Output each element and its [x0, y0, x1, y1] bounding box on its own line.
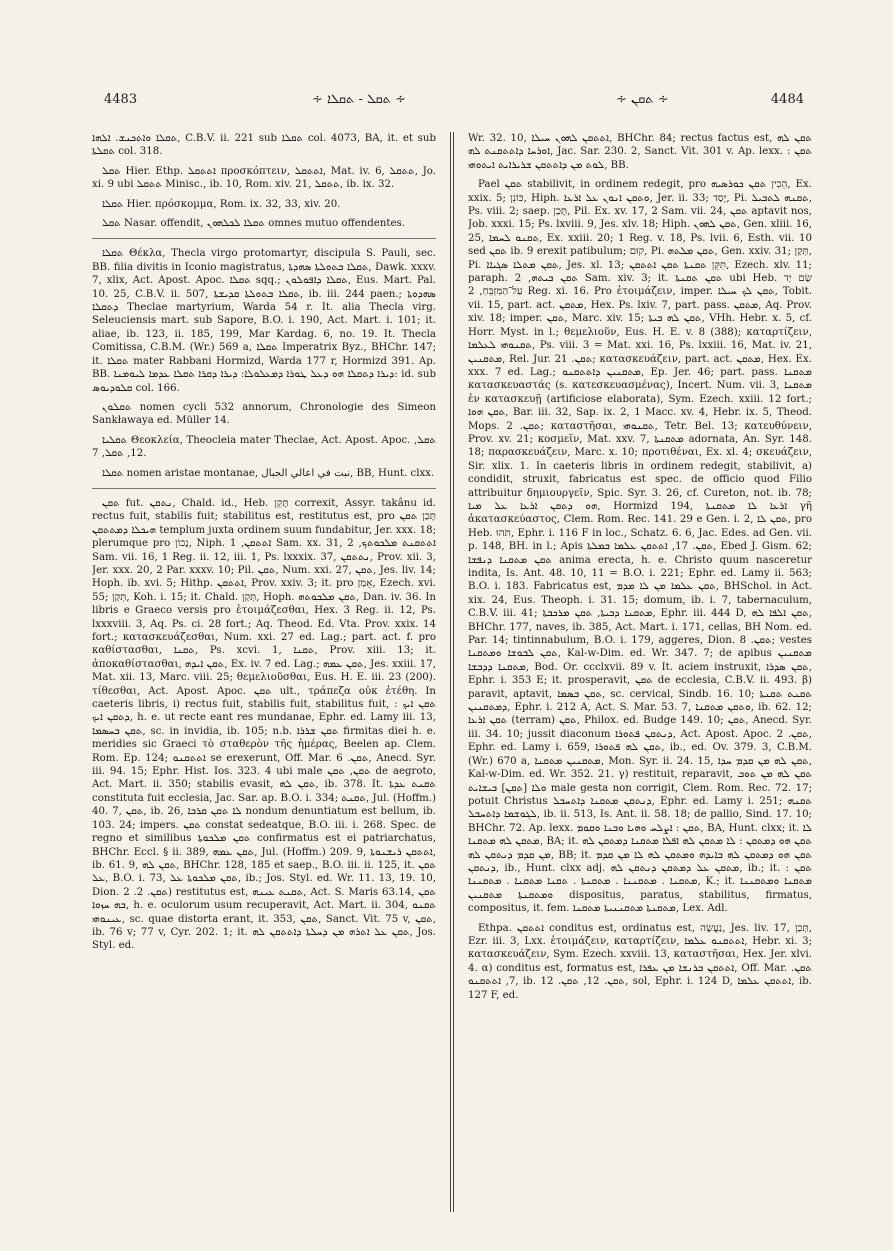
entry: ܬܩܢ fut. ܢܬܩܢ, Chald. id., Heb. תָּקֵן correxit, Assyr. takânu id. rectus fuit, stabilis fuit; stabilitus est, restitutus est, pro תָּכַן ܬܩܢ ܗܝܟܠܐ ܕܡܬܬܩܢ templum juxta ordinem suum fundabitur, Jer. xxx. 18; plerumque pro נָכוֹן, Niph. ܐܬܬܩܢ, 1 Sam. xx. 31, ܐܬܬܩܢܬ ܡܠܟܘܬܟ, 2 Sam. vii. 16, 1 Reg. ii. 12, iii. 1, Ps. lxxxix. 37, ܢܬܬܩܢ, Prov. xii. 3, Jer. xxx. 20, 2 Par. xxxv. 10; Pil. ܬܩܢ, Num. xxi. 27, ܬܩܢ, Jes. liv. 14; Hoph. ib. xvi. 5; Hithp. ܐܬܬܩܢ, Prov. xxiv. 3; it. pro אָמַן, Ezech. xvi. 55; תְּקַן, Koh. i. 15; it. Chald. תְּקַן, Hoph. ܬܩܢ ܡܠܟܘܬܗ, Dan. iv. 36. In libris e Graeco versis pro ἑτοιμάζεσθαι, Hex. 3 Reg. ii. 12, Ps. lxxxviii. 3, Aq. Ps. ci. 28 fort.; Aq. Theod. Ed. Vta. Prov. xxix. 14 fort.; κατασκευάζεσθαι, Num. xxi. 27 ed. Lag.; part. act. f. pro καθίστασθαι, ܬܩܢܐ, Ps. xcvi. 1, ܬܩܢܐ, Prov. xiii. 13; it. ἀποκαθίστασθαι, ܬܩܢ ܐܝܕܗ, Ex. iv. 7 ed. Lag.; ܬܩܢ ܥܡܗ, Jes. xxiii. 17, Mat. xii. 13, Marc. viii. 25; θεμελιοῦσθαι, Eus. H. E. iii. 23 (200). τίθεσθαι, Act. Apost. Apoc. ܬܩܢ ult., τράπεζα οὐκ ἐτέθη. In caeteris libris, i) rectus fuit, stabilis fuit, stabilitus fuit, : ܬܩܢ ܐܝܟ ܕܬܩܢ ܐܝܟ, h. e. ut recte eant res mundanae, Ephr. ed. Lamy iii. 13, ܬܩܢ ܒܚܣܡܐ, sc. in invidia, ib. 105; n.b. ܬܩܢ ܫܪܪܐ firmitas diei h. e. meridies sic Graeci τὸ σταθερὸν τῆς ἡμέρας, Beelen ap. Clem. Rom. Ep. 124; ܐܬܬܩܢܘ se erexerunt, Off. Mar. ܬܩܢ. 6, Anecd. Syr. iii. 94. 15; Ephr. Hist. Ios. 323. 4 ubi male ܬܩܢ, ܬܩܢ de aegroto, Act. Mart. ii. 350; stabilis evasit, ܬܩܢ ܠܗ, ib. 378. It. ܬܩܢܬ ܥܕܬܐ constituta fuit ecclesia, Jac. Sar. ap. B.O. i. 334; ܬܩܢܬ, Jul. (Hoffm.) 40. 7, ܬܩܢ, ib. 26, ܠܐ ܬܩܢ ܩܪܒܐ nondum denuntiatum est bellum, ib. 103. 24; impers. ܬܩܢ constat sedeatque, B.O. iii. i. 268. Spec. de regno et similibus ܬܩܢ ܡܠܟܘܬܐ confirmatus est ei patriarchatus, BHChr. Eccl. § ii. 389, ܬܩܢ ܥܡܗ, Jul. (Hoffm.) 209. 9, ܐܬܬܩܢ ܪܝܫܢܘܬܐ, ib. 61. 9, ܬܩܢ ܠܗ, BHChr. 128, 185 et saep., B.O. iii. ii. 125, it. ܬܩܢ ܥܠ, B.O. i. 73, ܬܩܢ ܡܠܟܘܬܐ ܥܠ, ib.; Jos. Styl. ed. Wr. 11. 13, 19. 10, Dion. ܬܩܢ. 2. 2) restitutus est, ܬܩܢܬ ܥܝܢܗ, Act. S. Maris 63.14, ܬܩܢ ܒܗ ܚܙܘܐ, h. e. oculorum usum recuperavit, Act. Mart. ii. 304, ܬܩܢܘ ܥܝܢܘܗܝ, sc. quae distorta erant, it. 353, ܬܩܢ, Sanct. Vit. 75 v, ܬܩܢ, ib. 76 v; 77 v, Cyr. 202. 1; it. ܬܩܢ ܥܠ ܐܬܪܗ ܡܢ ܕܚܠܬܐ ܕܐܬܬܩܢ ܠܗ, Jos. Styl. ed.: [92, 497, 436, 952]
entry: ܬܩܠܐ nomen aristae montanae, نبت في اعالي الجبال, BB, Hunt. clxx.: [102, 467, 435, 479]
entry: ܬܩܠܐ Hier. πρόσκομμα, Rom. ix. 32, 33, xiv. 20.: [102, 198, 341, 210]
running-head-left: ∻ ܬܩܠ - ܬܩܠܐ ∻: [312, 92, 406, 107]
entry: Pael ܬܩܢ stabilivit, in ordinem redegit, pro הֵכִין ܬܩܢ ܟܘܪܣܝܗ, Ex. xxix. 5; כּוֹנֵן, Hiph. ܘܬܩܢ ܐܢܘܢ ܥܠ ܐܪܥܐ, Jer. ii. 33; יָסַד, Pi. ܬܩܢܗ ܠܬܒܝܠ, Ps. viii. 2; saep. תָּכַן, Pil. Ex. xv. 17, 2 Sam. vii. 24, ܬܩܢ aptavit nos, Job. xxxi. 15; Ps. lxviii. 9, Jes. xlv. 18; Hiph. ܬܩܢ ܠܗܘܢ, Gen. xliii. 16, 25, ܬܩܢܘ ܠܚܡܐ, Ex. xxiii. 20; 1 Reg. v. 18, Ps. lvii. 6, Esth. vii. 10 sed ܬܩܢ ib. 9 erexit patibulum; קוּם, Pi. ܬܩܢ ܡܠܬܗ, Gen. xxiv. 31; תְּקַן, Pi. ܬܩܢ ܡܬܠܐ ܣܓܝܐܐ, Jes. xl. 13; תִּקֵּן ܬܩܢܬܐ ܬܩܢ ܐܬܬܩܢ, Ezech. xlv. 11; paraph. ܬܩܢ ܒܝܬܗ, 2 Sam. xiv. 3; it. ܬܩܢ ܬܩܢܬܐ ubi Heb. שַׂם יָד עַל־הַמִּזְבֵּחַ, 2 Reg. xi. 16. Pro ἑτοιμάζειν, imper. ܬܩܢ ܠܟ ܚܝܠܐ, Tobit. vii. 15, part. act. ܡܬܩܢ, Hex. Ps. lxiv. 7, part. pass. ܡܬܩܢ, Aq. Prov. xiv. 18; imper. ܬܩܢ, Marc. xiv. 15; ܬܩܢ ܠܗ ܒܝܬܐ, VHh. Hebr. x. 5, cf. Horr. Myst. in l.; θεμελιοῦν, Eus. H. E. v. 8 (388); καταρτίζειν, ܬܩܢܘܗܝ ܠܥܠܡܐ, Ps. viii. 3 = Mat. xxi. 16, Ps. lxxiii. 16, Mat. iv. 21, ܡܬܩܢܝܢ, Rel. Jur. ܬܩܢ. 21; κατασκευάζειν, part. act. ܡܬܩܢ, Hex. Ex. xxx. 7 ed. Lag.; ܡܬܩܢܝܢ ܕܐܬܬܩܢܘ, Ep. Jer. 46; part. pass. ܡܬܩܢܐ κατασκευαστάς (s. κατεσκευασμένας), Incert. Num. vii. 3, ܡܬܩܢܐ ἐν κατασκευῇ (artificiose elaborata), Sym. Ezech. xxiii. 12 fort.; ܬܩܢ ܗܘܐ, Bar. iii. 32, Sap. ix. 2, 1 Macc. xv. 4, Hebr. ix. 5, Theod. Mops. ܬܩܢ. 2; καταστῆσαι, ܬܩܢܘܗܝ, Tetr. Bel. 13; κατευθύνειν, Prov. xv. 21; κοσμεῖν, Mat. xxv. 7, ܡܬܩܢܬܐ adornata, An. Syr. 148. 18; παρασκευάζειν, Marc. x. 10; προτιθέναι, Ex. xl. 4; σκευάζειν, Sir. xlix. 1. In caeteris libris in ordinem redegit, stabilivit, a) condidit, struxit, fabricatus est spec. de officio quod Filio attribuitur δημιουργεῖν, Spic. Syr. 3. 26, cf. Cureton, not. ib. 78; ܗܘ ܕܬܩܢ ܐܪܥܐ ܥܠ ܡܝܐ, Hormizd 194, ܐܪܥܐ ܠܐ ܡܬܩܢܬܐ γῆ ἀκατασκεύαστος, Clem. Rom. Rec. 141. 29 e Gen. i. 2, ܬܩܢ ܠܐ, pro Heb. תֹּהוּ, Ephr. i. 116 F in loc., Schatz. 6. 6, Jac. Edes. ad Gen. vii. p. 148, BH. in l.; Apis ܬܩܢ. 17, ܐܬܬܩܢ ܥܠܡܐ ܒܡܠܬܐ, Ebed J. Gism. 62; ܬܩܢ ܡܬܩܢܐ ܕܢܦܫܐ anima erecta, h. e. Christo quum nasceretur indita, Is. Ant. 48. 10, 11 = B.O. i. 221; Ephr. ed. Lamy ii. 563; B.O. i. 183. Fabricatus est, ܬܩܢ ܥܠܡܐ ܡܢ ܠܐ ܡܕܡ, BHSchol. in Act. xix. 24, Eus. Theoph. i. 31. 15; domum, ib. i. 7, tabernaculum, C.B.V. iii. 41; ܡܬܩܢܐ ܕܒܝܬܐ, ܬܩܢ ܡܪܟܒܬܐ, Ephr. iii. 444 D, ܬܩܢ ܐܠܦܐ ܠܗ, BHChr. 177, naves, ib. 385, Act. Mart. i. 171, cellas, BH Nom. ed. Par. 14; tintinnabulum, B.O. i. 179, aggeres, Dion. ܬܩܢ. 8; vestes ܬܩܢ ܠܒܘܫܐ ܘܡܬܩܢܐ, Kal-w-Dim. ed. Wr. 347. 7; de apibus ܡܬܩܢܝܢ ܡܬܩܢܐ ܕܕܒܫܐ, Bod. Or. ccclxvii. 89 v. It. aciem instruxit, ܬܩܢ ܣܕܪܐ, Ephr. i. 353 E; it. prosperavit, ܬܩܢ de ecclesia, C.B.V. ii. 493. β) paravit, aptavit, ܬܩܢ ܒܣܡܐ, sc. cervical, Sindb. 16. 10; ܬܩܢܬ ܬܩܢܬܐ ܕܡܬܩܢܝܢ, Ephr. i. 212 A, Act. S. Mar. 53. 7, ܘܬܩܢ ܡܬܩܢܐ, ib. 62. 12; ܬܩܢ ܐܪܥܐ (terram) ܬܩܢ, Philox. ed. Budge 149. 10; ܬܩܢ, Anecd. Syr. iii. 34. 10; jussit diaconum ܕܢܬܩܢ ܦܬܘܪܐ, Act. Apost. Apoc. ܬܩܢ. 2, Ephr. ed. Lamy i. 659, ܬܩܢ ܠܗ ܦܬܘܪܐ, ib., ed. Ov. 379. 3, C.B.M. (Wr.) 670 a, ܡܬܩܢܝܢ ܡܬܩܢܐ, Mon. Syr. ii. 24. 15, ܬܩܢ ܠܗ ܡܢ ܩܕܡ ܚܕܐ, Kal-w-Dim. ed. Wr. 352. 21. γ) restituit, reparavit, ܬܩܢ ܠܗ ܡܢ ܬܘܒ ܘܠܐ [ܬܩܢ] ܒܝܫܐܝܬ male gesta non corrigit, Clem. Rom. Rec. 72. 17; potuit Christus ܕܢܬܩܢ ܡܬܩܢܐ ܕܐܬܚܒܠ, Ephr. ed. Lamy i. 251; ܬܩܢܗ ܠܓܘܫܡܐ ܕܐܬܚܒܠ, ib. ii. 513, Is. Ant. ii. 58. 18; de pallio, Sind. 17. 10; BHChr. 72. Ap. lexx. ܬܩܢ : ܐܨܠܚ ܘܗܝܐ ܘܒܢܐ ܘܩܘܡ, BA, Hunt. clxx; it. ܠܐ ܡܬܩܢ ܠܗ ܡܬܩܢܐ, BA; it. ܬܩܢ ܗܘ ܕܡܬܩܢ : ܠܐ ܡܬܩܢ ܠܗ ܐܦܠܐ ܡܬܩܢܐ ܕܡܬܩܢ ܠܗ ܡܢ ܩܕܡ ܕܢܬܩܢ ܠܗ, BB; it. ܬܩܢ ܗܘ ܕܡܬܩܢ ܠܗ ܒܐܝܕܗ ܘܡܬܩܢ ܠܗ ܠܐ ܡܢ ܩܕܡ ܕܢܬܩܢ, ib., Hunt. clxx adj. ܡܬܩܢ ܥܠ ܕܡܬܩܢ ܕܢܬܩܢ ܠܗ, ib.; it. ܬܩܢ : ܡܬܩܢܐ . ܡܬܩܢܢܐ . ܡܬܩܢܬܐ . ܬܩܢܐ ܡܬܩܢܐ . ܡܬܩܢܢܐ, K.; it. ܡܬܩܢܐ ܘܡܬܩܢܢܐ ܘܡܬܩܢܬܐ ܡܬܩܢܝܢ dispositus, paratus, stabilitus, firmatus, compositus, it. fem. ܡܬܩܢܬܐ ܡܬܩܢܢܝܬܐ ܡܬܩܢܐ, Lex. Adl.: [468, 179, 812, 915]
entry-separator: [92, 238, 436, 239]
entry: ܬܩܠܝܐ Θεοκλεία, Theocleia mater Theclae, Act. Apost. Apoc. ܬܩܠ, 12, ܬܩܠ, 7.: [92, 434, 436, 460]
entry: Ethpa. ܐܬܬܩܢ conditus est, ordinatus est, נַעֲשָׂה, Jes. liv. 17, תָּכַן, Ezr. iii. 3, Lxx. ἑτοιμάζειν, καταρτίζειν, ܐܬܬܩܢܘ ܥܠܡܐ, Hebr. xi. 3; κατασκευάζειν, Sym. Ezech. xxviii. 13, καταστῆσαι, Hex. Jer. xlvi. 4. α) conditus est, formatus est, ܐܬܬܩܢ ܒܪܢܫܐ ܡܢ ܥܦܪܐ, Off. Mar. ܬܩܢ. 7, ܐܬܬܩܢܘ, ib. ܬܩܢ. 12, ܬܩܢ. 12, sol, Ephr. i. 124 D, ܐܬܬܩܢ ܥܠܡܐ, ib. 127 F, ed.: [468, 922, 812, 1001]
entry: Wr. 32. 10, ܐܬܬܩܢ ܠܗܘܢ ܚܝܠܐ, BHChr. 84; rectus factus est, ܬܩܢ ܠܗ ܐܘܪܚܐ ܕܐܬܬܩܢܬ ܠܗ, Jac. Sar. 230. 2, Sanct. Vit. 301 v. Ap. lexx. : ܬܩܢ ܠܘܬ ܡܢ ܕܐܬܬܩܢ ܫܪܝܪܐܝܬ ܐܝܬܘܗܝ, BB.: [468, 133, 812, 171]
column-rule: [450, 132, 451, 1212]
two-column-body: [92, 132, 812, 1212]
right-column: [468, 132, 812, 1212]
entry: ܬܩܠܘܢ nomen cycli 532 annorum, Chronologie des Simeon Sankławaya ed. Müller 14.: [92, 401, 436, 427]
page-number-right: 4484: [770, 92, 804, 107]
entry: ܬܩܠܐ ܘܐܬܟܢܫ. ܐܠܗܐ, C.B.V. ii. 221 sub ܬܩܠܐ col. 4073, BA, it. et sub ܬܩܠܬܐ col. 318.: [92, 133, 436, 158]
column-rule: [453, 132, 454, 1212]
left-column: [92, 132, 436, 1212]
page-header: [104, 92, 804, 112]
entry: ܬܩܠ Hier. Ethp. ܐܬܬܩܠ προσκόπτειν, ܐܬܬܩܠ, Mat. iv. 6, ܬܬܩܠ, Jo. xi. 9 ubi ܬܬܩܠ Minisc., ib. 10, Rom. xiv. 21, ܬܬܩܠ, ib. ix. 32.: [92, 165, 436, 191]
page-number-left: 4483: [104, 92, 138, 107]
entry-separator: [92, 488, 436, 489]
entry: ܬܩܠ Nasar. offendit, ܬܩܠܐ ܠܟܠܗܘܢ omnes mutuo offendentes.: [102, 218, 405, 230]
entry: ܬܩܠܐ Θέκλα, Thecla virgo protomartyr, discipula S. Pauli, sec. BB. filia divitis in Iconio magistratus, ܬܩܠܐ ܒܬܘܠܬܐ ܣܗܕܬܐ, Dawk. xxxv. 7, xlix, Act. Apost. Apoc. ܬܩܠܐ sqq.; ܬܩܠܐ ܕܐܦܘܠܘܢ, Eus. Mart. Pal. 10. 25, C.B.V. ii. 507, ܬܩܠܐ ܒܬܘܠܬܐ ܩܕܝܫܬܐ, ib. iii. 244 paen.; ܣܗܕܘܬܐ ܕܬܩܠܐ Theclae martyrium, Warda 54 r. It. alia Thecla virg. Seleuciensis mart. sub Sapore, B.O. i. 190, Act. Mart. i. 101; it. aliae, ib. 123, ii. 185, 199, Mar Kardag. 6, no. 19. It. Thecla Comitissa, C.B.M. (Wr.) 569 a, ܬܩܠܐ Imperatrix Byz., BHChr. 147; it. ܬܩܠܐ mater Rabbani Hormizd, Warda 177 r, Hormizd 391. Ap. BB. ܕܝܪܐ ܕܬܩܠܐ ܗܘ ܕܥܠ ܛܘܪܐ ܕܡܥܠܘܠܐ: ܕܝܪܐ ܕܩܪܐ ܬܩܠܐ ܥܕܡܐ ܠܝܘܡܢܐ: id. sub ܩܠܘܕܝܘܣ col. 166.: [92, 248, 436, 394]
running-head-right: ∻ ܬܩܢ ∻: [616, 92, 669, 107]
